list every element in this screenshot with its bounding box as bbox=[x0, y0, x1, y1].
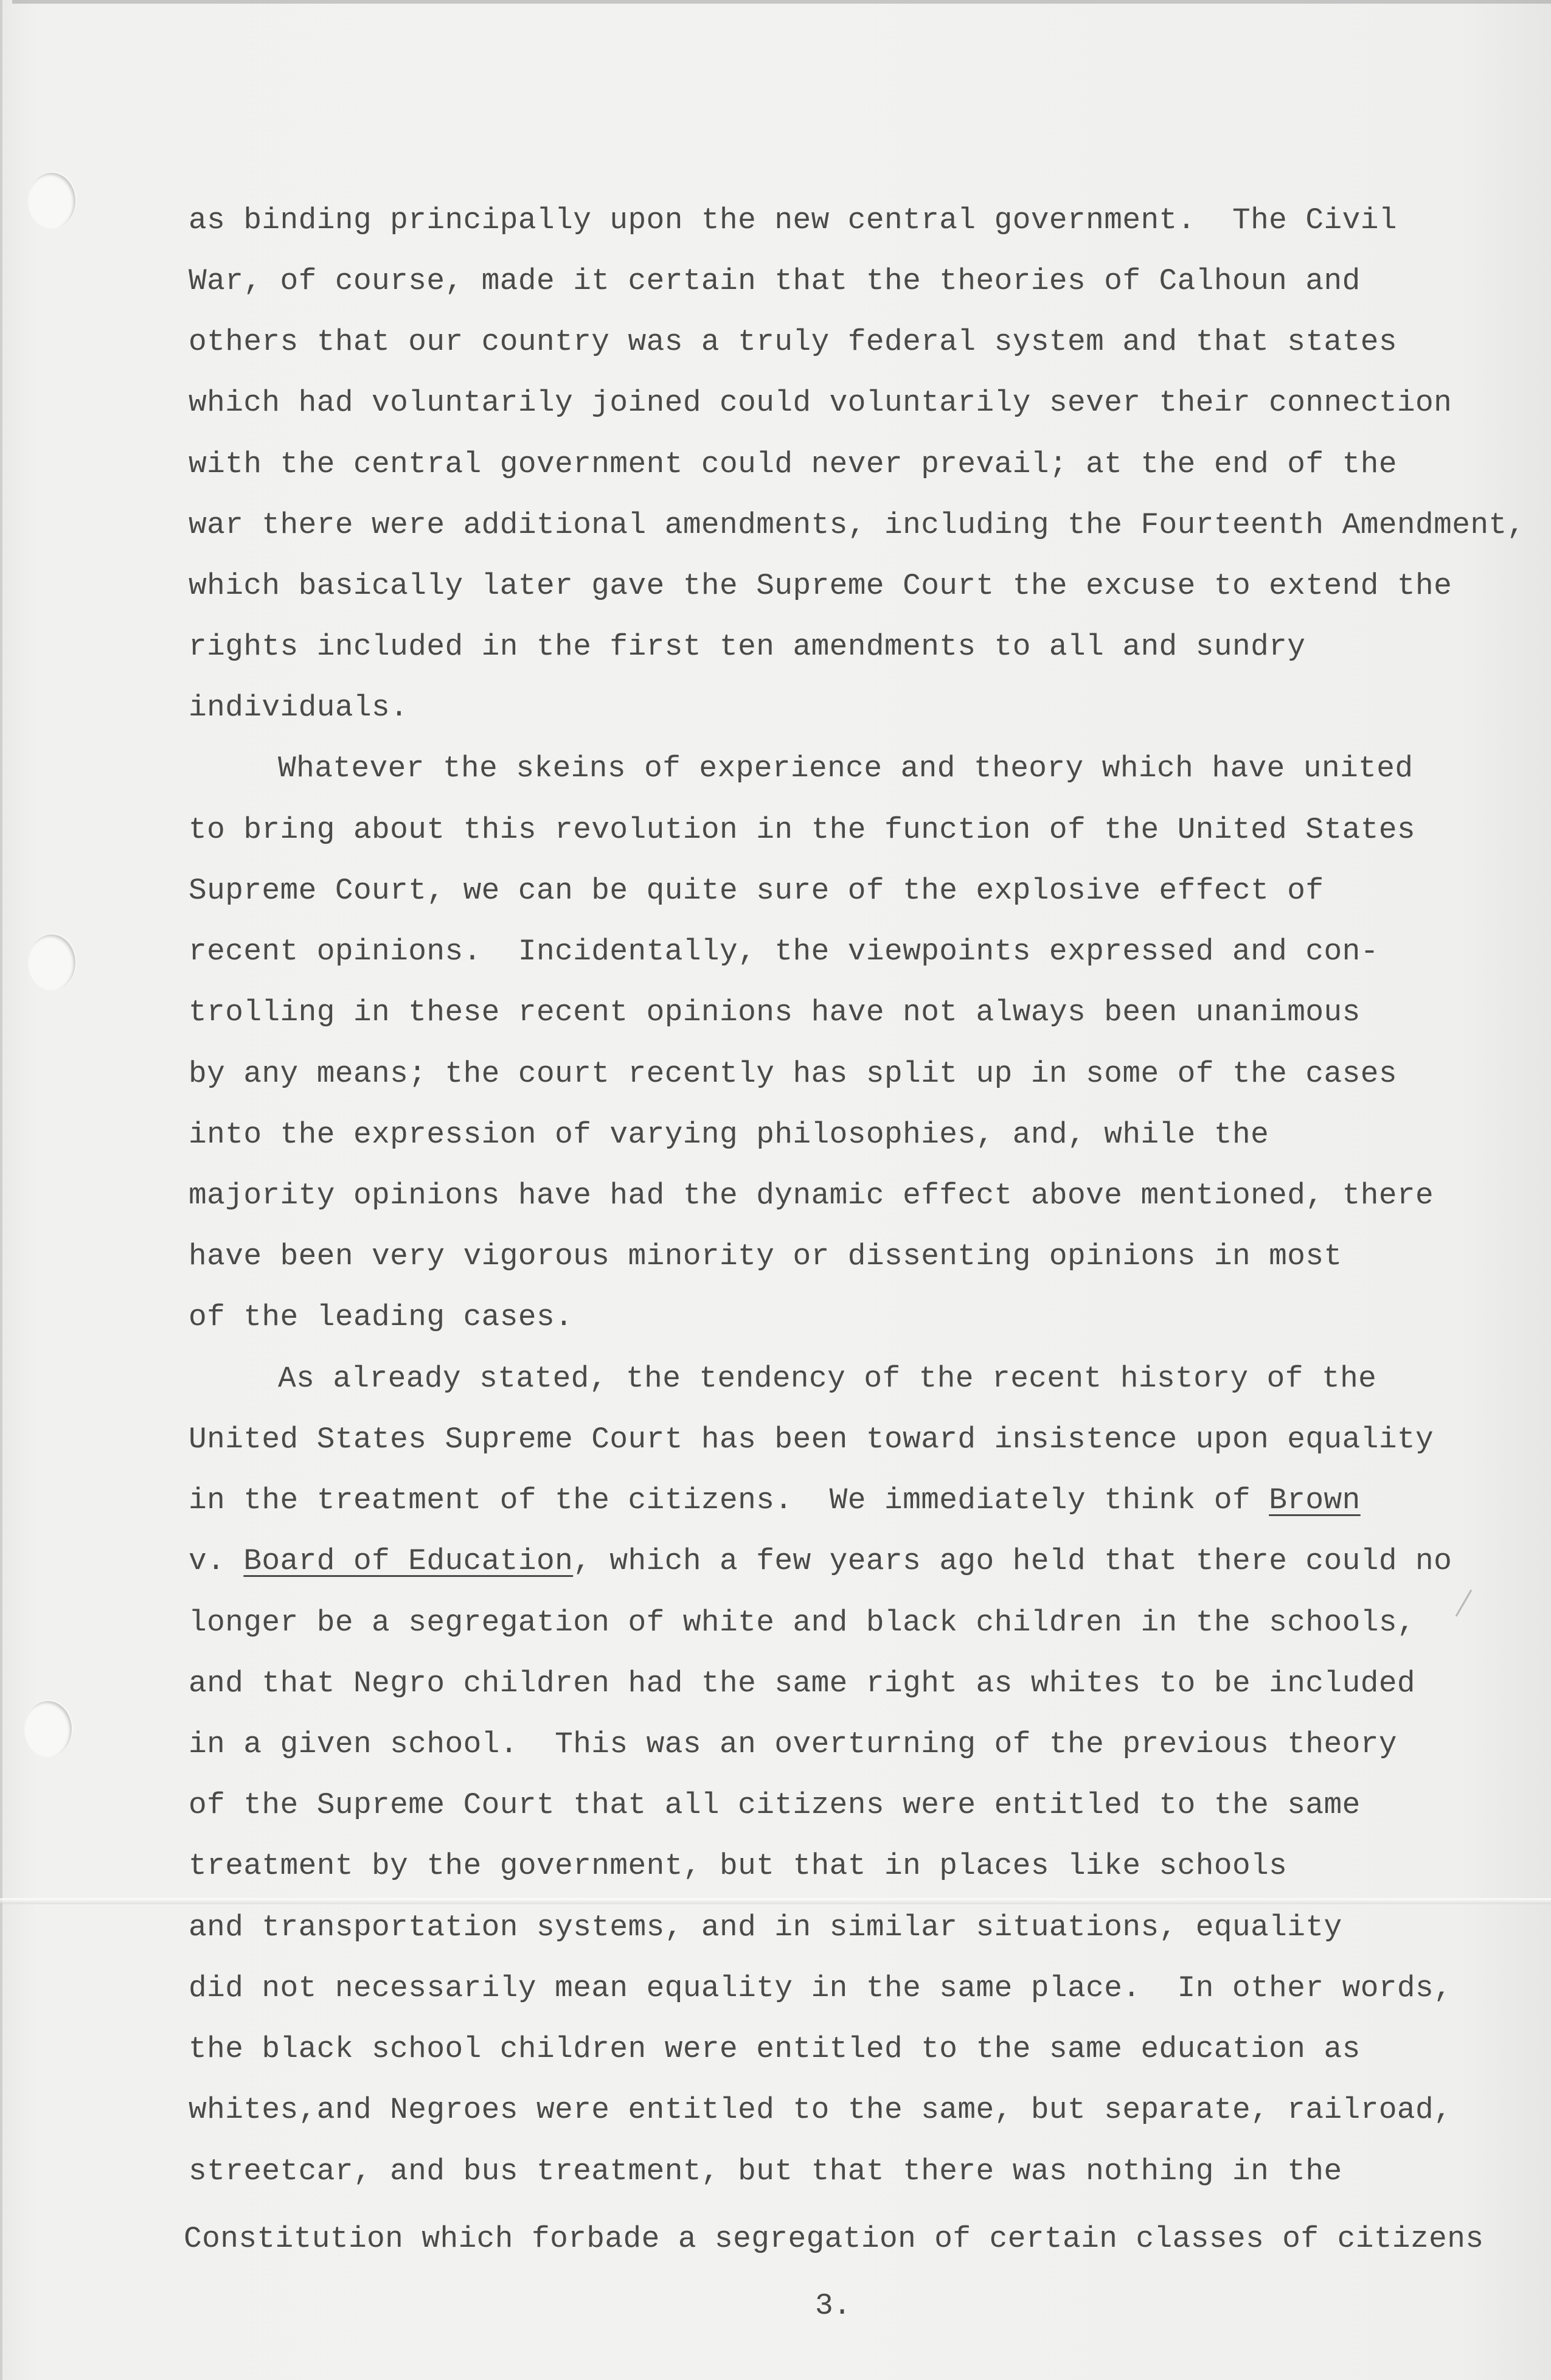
text-segment: , which a few years ago held that there could no bbox=[573, 1544, 1452, 1578]
case-name-underlined: Brown bbox=[1269, 1483, 1361, 1517]
text-line: the black school children were entitled to the same education as bbox=[189, 2032, 1361, 2066]
text-line: United States Supreme Court has been toward insistence upon equality bbox=[189, 1422, 1434, 1456]
hole-punch-top bbox=[28, 173, 75, 229]
text-line: rights included in the first ten amendments to all and sundry bbox=[189, 630, 1306, 664]
text-line: treatment by the government, but that in places like schools bbox=[189, 1849, 1288, 1883]
text-line: recent opinions. Incidentally, the viewpoints expressed and con- bbox=[189, 934, 1379, 969]
text-line: War, of course, made it certain that the theories of Calhoun and bbox=[189, 264, 1361, 298]
text-line: war there were additional amendments, including the Fourteenth Amendment, bbox=[189, 508, 1525, 542]
page-left-edge bbox=[0, 0, 2, 2380]
text-line: of the Supreme Court that all citizens were entitled to the same bbox=[189, 1788, 1361, 1822]
text-line: did not necessarily mean equality in the same place. In other words, bbox=[189, 1971, 1452, 2005]
text-line: streetcar, and bus treatment, but that there was nothing in the bbox=[189, 2154, 1342, 2188]
hole-punch-middle bbox=[28, 934, 75, 990]
page-number: 3. bbox=[815, 2289, 852, 2323]
text-line: in a given school. This was an overturning of the previous theory bbox=[189, 1727, 1397, 1761]
case-name-underlined: Board of Education bbox=[243, 1544, 574, 1578]
text-line: Supreme Court, we can be quite sure of the explosive effect of bbox=[189, 874, 1324, 908]
text-line: into the expression of varying philosophies, and, while the bbox=[189, 1118, 1269, 1152]
text-line: trolling in these recent opinions have not always been unanimous bbox=[189, 995, 1361, 1029]
text-line bbox=[189, 1482, 1361, 1519]
text-line: and that Negro children had the same right as whites to be included bbox=[189, 1666, 1416, 1700]
text-line: whites,and Negroes were entitled to the same, but separate, railroad, bbox=[189, 2093, 1452, 2127]
text-line: Constitution which forbade a segregation of certain classes of citizens bbox=[184, 2222, 1484, 2256]
text-line: As already stated, the tendency of the recent history of the bbox=[278, 1362, 1377, 1396]
text-line: by any means; the court recently has split up in some of the cases bbox=[189, 1057, 1397, 1091]
hole-punch-bottom bbox=[24, 1701, 72, 1757]
text-line: of the leading cases. bbox=[189, 1300, 574, 1334]
text-line: have been very vigorous minority or dissenting opinions in most bbox=[189, 1239, 1342, 1273]
text-segment: in the treatment of the citizens. We immediately think of bbox=[189, 1483, 1269, 1517]
text-line: which basically later gave the Supreme Court the excuse to extend the bbox=[189, 569, 1452, 603]
text-line: others that our country was a truly federal system and that states bbox=[189, 325, 1397, 359]
text-line: and transportation systems, and in similar situations, equality bbox=[189, 1910, 1342, 1944]
text-line: which had voluntarily joined could voluntarily sever their connection bbox=[189, 386, 1452, 420]
text-line: majority opinions have had the dynamic effect above mentioned, there bbox=[189, 1178, 1434, 1213]
page-top-edge bbox=[12, 0, 1551, 4]
text-line: as binding principally upon the new central government. The Civil bbox=[189, 203, 1397, 237]
text-line: with the central government could never prevail; at the end of the bbox=[189, 447, 1397, 481]
paper-fold-crease bbox=[0, 1898, 1551, 1904]
pencil-check-mark bbox=[1456, 1590, 1473, 1617]
text-line: longer be a segregation of white and black children in the schools, bbox=[189, 1606, 1416, 1640]
text-line: to bring about this revolution in the function of the United States bbox=[189, 813, 1416, 847]
text-line: individuals. bbox=[189, 691, 409, 725]
text-segment: v. bbox=[189, 1544, 244, 1578]
text-line bbox=[189, 1543, 1452, 1579]
text-line: Whatever the skeins of experience and theory which have united bbox=[278, 751, 1414, 785]
